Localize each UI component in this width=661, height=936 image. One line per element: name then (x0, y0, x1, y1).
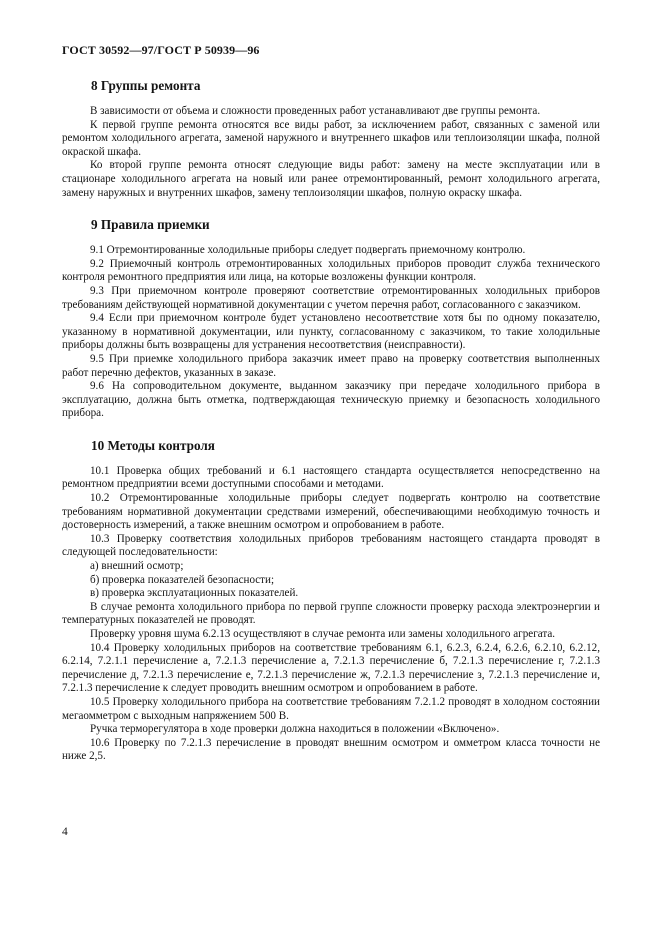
paragraph: 9.6 На сопроводительном документе, выданном заказчику при передаче холодильного прибора в эксплуатацию, должна быть отметка, подтверждающая техническую приемку и безопасность холодильного прибора. (62, 380, 600, 420)
list-item: а) внешний осмотр; (90, 560, 184, 573)
paragraph: 10.4 Проверку холодильных приборов на соответствие требованиям 6.1, 6.2.3, 6.2.4, 6.2.6, 6.2.10, 6.2.12, 6.2.14, 7.2.1.1 перечисление а, 7.2.1.3 перечисление а, 7.2.1.3 перечисление б, 7.2.1.3 перечисление г, 7.2.1.3 перечисление д, 7.2.1.3 перечисление е, 7.2.1.3 перечисление ж, 7.2.1.3 перечисление з, 7.2.1.3 перечисление и, 7.2.1.3 перечисление к следует проводить внешним осмотром и опробованием в работе. (62, 641, 600, 695)
paragraph: 10.2 Отремонтированные холодильные приборы следует подвергать контролю на соответствие требованиям нормативной документации средствами измерений, обеспечивающими необходимую точность и достоверность измерений, а также внешним осмотром и опробованием в работе. (62, 492, 600, 532)
section-9-acceptance-rules (62, 217, 600, 421)
section-heading: 9 Правила приемки (91, 217, 210, 233)
document-content (62, 78, 600, 764)
paragraph: 9.3 При приемочном контроле проверяют соответствие отремонтированных холодильных приборов требованиям действующей нормативной документации с учетом перечня работ, согласованного с заказчиком. (62, 284, 600, 311)
list-item: в) проверка эксплуатационных показателей. (90, 587, 299, 600)
check-sequence-list (62, 560, 600, 601)
section-heading: 10 Методы контроля (91, 437, 215, 453)
section-10-control-methods (62, 438, 600, 764)
paragraph: 9.4 Если при приемочном контроле будет установлено несоответствие хотя бы по одному показателю, указанному в нормативной документации, или пункту, согласованному с заказчиком, то такие холодильные приборы должны быть возвращены для устранения несоответствия (неисправности). (62, 312, 600, 352)
document-header: ГОСТ 30592—97/ГОСТ Р 50939—96 (62, 43, 260, 57)
paragraph: 9.2 Приемочный контроль отремонтированных холодильных приборов проводит служба технического контроля ремонтного предприятия или лица, на которые возложены функции контроля. (62, 257, 600, 284)
paragraph: 10.6 Проверку по 7.2.1.3 перечисление в проводят внешним осмотром и омметром класса точности не ниже 2,5. (62, 736, 600, 763)
paragraph: 9.5 При приемке холодильного прибора заказчик имеет право на проверку соответствия выполненных работ перечню дефектов, указанных в заказе. (62, 352, 600, 379)
paragraph: К первой группе ремонта относятся все виды работ, за исключением работ, связанных с заменой или ремонтом холодильного агрегата, заменой наружного и внутреннего шкафов или теплоизоляции шкафа, полной окраской шкафа. (62, 118, 600, 158)
paragraph: 9.1 Отремонтированные холодильные приборы следует подвергать приемочному контролю. (90, 244, 526, 257)
paragraph: Ко второй группе ремонта относят следующие виды работ: замену на месте эксплуатации или в стационаре холодильного агрегата на новый или ранее отремонтированный, ремонт холодильного агрегата, замену наружных и внутренних шкафов, замену теплоизоляции шкафов, полную окраску шкафа. (62, 159, 600, 199)
paragraph: 10.3 Проверку соответствия холодильных приборов требованиям настоящего стандарта проводят в следующей последовательности: (62, 532, 600, 559)
list-item: б) проверка показателей безопасности; (90, 573, 275, 586)
paragraph: В зависимости от объема и сложности проведенных работ устанавливают две группы ремонта. (90, 105, 541, 117)
paragraph: 10.5 Проверку холодильного прибора на соответствие требованиям 7.2.1.2 проводят в холодном состоянии мегаомметром с выходным напряжением 500 В. (62, 695, 600, 722)
page-number: 4 (62, 826, 68, 838)
paragraph: Ручка терморегулятора в ходе проверки должна находиться в положении «Включено». (90, 723, 500, 736)
section-heading: 8 Группы ремонта (91, 78, 201, 93)
paragraph: В случае ремонта холодильного прибора по первой группе сложности проверку расхода электроэнергии и температурных показателей не проводят. (62, 600, 600, 627)
paragraph: Проверку уровня шума 6.2.13 осуществляют в случае ремонта или замены холодильного агрегата. (90, 628, 556, 640)
section-8-repair-groups (62, 78, 600, 200)
paragraph: 10.1 Проверка общих требований и 6.1 настоящего стандарта осуществляется непосредственно на ремонтном предприятии всеми доступными способами и методами. (62, 464, 600, 491)
